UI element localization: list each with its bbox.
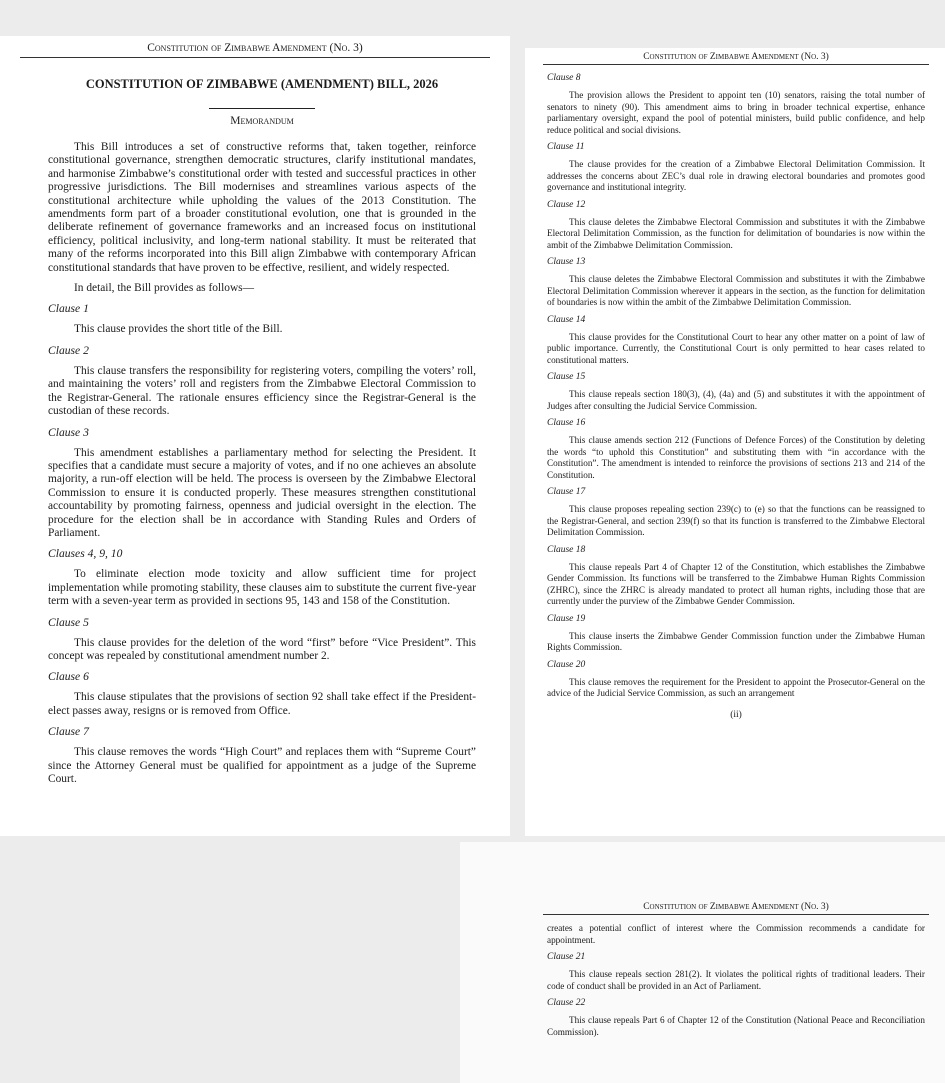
clause-heading: Clause 17 (547, 487, 586, 497)
clause-text: This clause stipulates that the provisions of section 92 shall take effect if the President-elect passes away, resigns or is removed from Office. (48, 691, 476, 717)
clause-text: This amendment establishes a parliamentary method for selecting the President. It specifies that a candidate must secure a majority of votes, and if no one achieves an absolute majority, a run-off election will be held. The process is overseen by the Zimbabwe Electoral Commission to ensure it is conducted properly. These measures strengthen constitutional accountability by promoting fairness, openness and judicial oversight in the election. The procedure for the election shall be in accordance with Standing Rules and Orders of Parliament. (48, 446, 476, 539)
clause-text: This clause removes the words “High Court” and replaces them with “Supreme Court” since the Attorney General must be qualified for appointment as a judge of the Supreme Court. (48, 746, 476, 785)
document-page-3 (460, 842, 945, 1083)
running-head: Constitution of Zimbabwe Amendment (No. 3) (20, 36, 490, 58)
clause-heading: Clause 11 (547, 142, 585, 152)
clause-heading: Clause 1 (48, 302, 89, 316)
clause-heading: Clause 22 (547, 998, 586, 1008)
clause-heading: Clauses 4, 9, 10 (48, 547, 123, 561)
clause-text: This clause removes the requirement for the President to appoint the Prosecutor-General on the advice of the Judicial Service Commission, as such an arrangement (547, 676, 925, 698)
clause-text: This clause deletes the Zimbabwe Electoral Commission and substitutes it with the Zimbabwe Electoral Delimitation Commission, as the function for delimitation of boundaries is now within the ambit of the Zimbabwe Delimitation Commission. (547, 216, 925, 250)
running-head: Constitution of Zimbabwe Amendment (No. 3) (543, 48, 929, 65)
clause-text: This clause amends section 212 (Functions of Defence Forces) of the Constitution by deleting the words “to uphold this Constitution” and substituting them with “in accordance with the Constitution”. The amendment is intended to reinforce the provisions of sections 213 and 214 of the Constitution. (547, 435, 925, 480)
memorandum-heading: Memorandum (230, 115, 294, 127)
clause-text: This clause provides for the deletion of the word “first” before “Vice President”. This concept was repealed by constitutional amendment number 2. (48, 636, 476, 662)
bill-title: CONSTITUTION OF ZIMBABWE (AMENDMENT) BILL, 2026 (85, 77, 439, 91)
clause-heading: Clause 2 (48, 343, 89, 357)
detail-paragraph: In detail, the Bill provides as follows— (74, 282, 255, 295)
clause-heading: Clause 21 (547, 952, 586, 962)
clause-heading: Clause 18 (547, 544, 586, 555)
clause-heading: Clause 6 (48, 670, 89, 684)
clause-text: This clause repeals section 180(3), (4), (4a) and (5) and substitutes it with the appointment of Judges after consulting the Judicial Service Commission. (547, 389, 925, 411)
clause-text: This clause repeals section 281(2). It violates the political rights of traditional leaders. Their code of conduct shall be provided in an Act of Parliament. (547, 969, 925, 991)
clause-text: The clause provides for the creation of a Zimbabwe Electoral Delimitation Commission. It addresses the concerns about ZEC’s dual role in drawing electoral boundaries and promotes good governance and institutional integrity. (547, 159, 925, 192)
clause-heading: Clause 15 (547, 372, 586, 382)
running-head: Constitution of Zimbabwe Amendment (No. 3) (543, 902, 929, 915)
clause-heading: Clause 13 (547, 257, 586, 267)
clause-text: This clause transfers the responsibility for registering voters, compiling the voters’ roll, and maintaining the voters’ roll and registers from the Zimbabwe Electoral Commission to the Registrar-General. The rationale ensures efficiency since the Registrar-General is the custodian of these records. (48, 364, 476, 418)
clause-text: This clause inserts the Zimbabwe Gender Commission function under the Zimbabwe Human Rights Commission. (547, 630, 925, 652)
document-page-2 (525, 48, 945, 836)
clause-heading: Clause 5 (48, 615, 89, 629)
clause-text: This clause repeals Part 6 of Chapter 12 of the Constitution (National Peace and Reconciliation Commission). (547, 1015, 925, 1037)
clause-text: This clause provides for the Constitutional Court to hear any other matter on a point of law of public importance. Currently, the Constitutional Court is only permitted to hear cases related to constitutional matters. (547, 331, 925, 365)
clause-text: This clause provides the short title of the Bill. (74, 323, 283, 336)
clause-heading: Clause 14 (547, 314, 586, 325)
title-divider (209, 108, 315, 109)
clause-heading: Clause 12 (547, 199, 586, 210)
clause-heading: Clause 16 (547, 418, 586, 428)
clause-text: The provision allows the President to appoint ten (10) senators, raising the total number of senators to ninety (90). This amendment aims to bring in broader technical expertise, enhance parliamentary oversight, expand the pool of potential ministers, build public confidence, and help reduce political and social divisions. (547, 90, 925, 135)
clause-heading: Clause 7 (48, 725, 89, 739)
clause-heading: Clause 20 (547, 659, 586, 670)
document-page-1 (0, 36, 510, 836)
clause-heading: Clause 3 (48, 425, 89, 439)
clause-text: This clause proposes repealing section 239(c) to (e) so that the functions can be reassigned to the Registrar-General, and section 239(f) so that its function is transferred to the Zimbabwe Electoral Delimitation Commission. (547, 504, 925, 537)
clause-text: This clause deletes the Zimbabwe Electoral Commission and substitutes it with the Zimbabwe Electoral Delimitation Commission wherever it appears in the section, as the function for delimitation of boundaries is now within the ambit of the Zimbabwe Delimitation Commission. (547, 274, 925, 307)
continuation-text: creates a potential conflict of interest where the Commission recommends a candidate for appointment. (547, 923, 925, 945)
clause-heading: Clause 8 (547, 73, 581, 83)
clause-text: This clause repeals Part 4 of Chapter 12 of the Constitution, which establishes the Zimbabwe Gender Commission. Its functions will be transferred to the Zimbabwe Human Rights Commission (ZHRC), since the ZHRC is already mandated to protect all human rights, including those that are currently under the purview of the Zimbabwe Gender Commission. (547, 561, 925, 606)
intro-paragraph: This Bill introduces a set of constructive reforms that, taken together, reinforce constitutional governance, strengthen democratic structures, clarify institutional mandates, and harmonise Zimbabwe’s constitutional order with tested and successful practices in other progressive jurisdictions. The Bill modernises and streamlines various aspects of the constitutional architecture while upholding the values of the 2013 Constitution. The amendments form part of a broader constitutional evolution, one that is grounded in the deliberate refinement of governance frameworks and an increased focus on institutional efficiency, political inclusivity, and long-term national stability. It must be reiterated that many of the reforms incorporated into this Bill align Zimbabwe with contemporary African constitutional standards that have proven to be effective, resilient, and widely respected. (48, 141, 476, 274)
clause-text: To eliminate election mode toxicity and allow sufficient time for project implementation while promoting stability, these clauses aim to substitute the current five-year term with a seven-year term as provided in sections 95, 143 and 158 of the Constitution. (48, 568, 476, 608)
clause-heading: Clause 19 (547, 613, 586, 624)
page-number: (ii) (730, 709, 742, 720)
